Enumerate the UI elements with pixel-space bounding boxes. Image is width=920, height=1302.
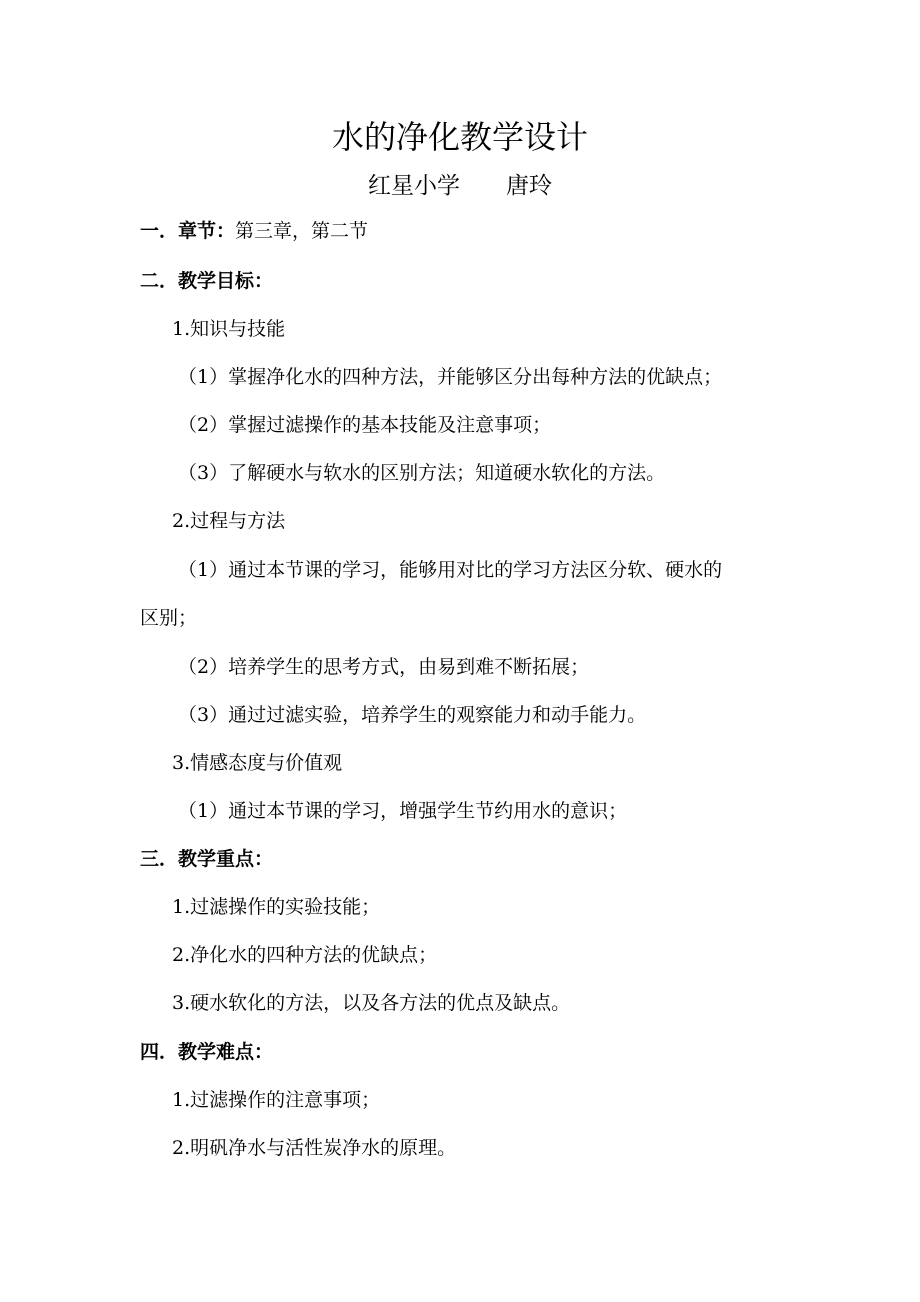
section-heading-objectives: 二．教学目标： xyxy=(140,270,274,292)
section-heading-value: 第三章，第二节 xyxy=(235,220,369,242)
document-title: 水的净化教学设计 xyxy=(331,118,588,156)
list-item: 1.过滤操作的实验技能； xyxy=(172,896,381,918)
list-item-continuation: 区别； xyxy=(140,607,198,629)
subsection-emotion-values: 3.情感态度与价值观 xyxy=(172,752,343,774)
list-item: （2）培养学生的思考方式，由易到难不断拓展； xyxy=(178,656,590,678)
document-author: 红星小学 唐玲 xyxy=(368,173,552,199)
section-heading-chapter xyxy=(140,216,368,246)
list-item: 3.硬水软化的方法，以及各方法的优点及缺点。 xyxy=(172,992,571,1014)
list-item: （1）通过本节课的学习，能够用对比的学习方法区分软、硬水的 xyxy=(178,559,723,581)
list-item: （1）掌握净化水的四种方法，并能够区分出每种方法的优缺点； xyxy=(178,366,723,388)
section-heading-label: 一．章节： xyxy=(140,220,236,242)
list-item: （3）了解硬水与软水的区别方法；知道硬水软化的方法。 xyxy=(178,462,666,484)
list-item: 2.净化水的四种方法的优缺点； xyxy=(172,944,438,966)
list-item: （3）通过过滤实验，培养学生的观察能力和动手能力。 xyxy=(178,704,647,726)
subsection-process-method: 2.过程与方法 xyxy=(172,510,286,532)
list-item: （1）通过本节课的学习，增强学生节约用水的意识； xyxy=(178,800,628,822)
list-item: （2）掌握过滤操作的基本技能及注意事项； xyxy=(178,414,552,436)
subsection-knowledge-skills: 1.知识与技能 xyxy=(172,318,286,340)
list-item: 2.明矾净水与活性炭净水的原理。 xyxy=(172,1137,457,1159)
section-heading-key-points: 三．教学重点： xyxy=(140,848,274,870)
section-heading-difficulties: 四．教学难点： xyxy=(140,1041,274,1063)
list-item: 1.过滤操作的注意事项； xyxy=(172,1089,381,1111)
